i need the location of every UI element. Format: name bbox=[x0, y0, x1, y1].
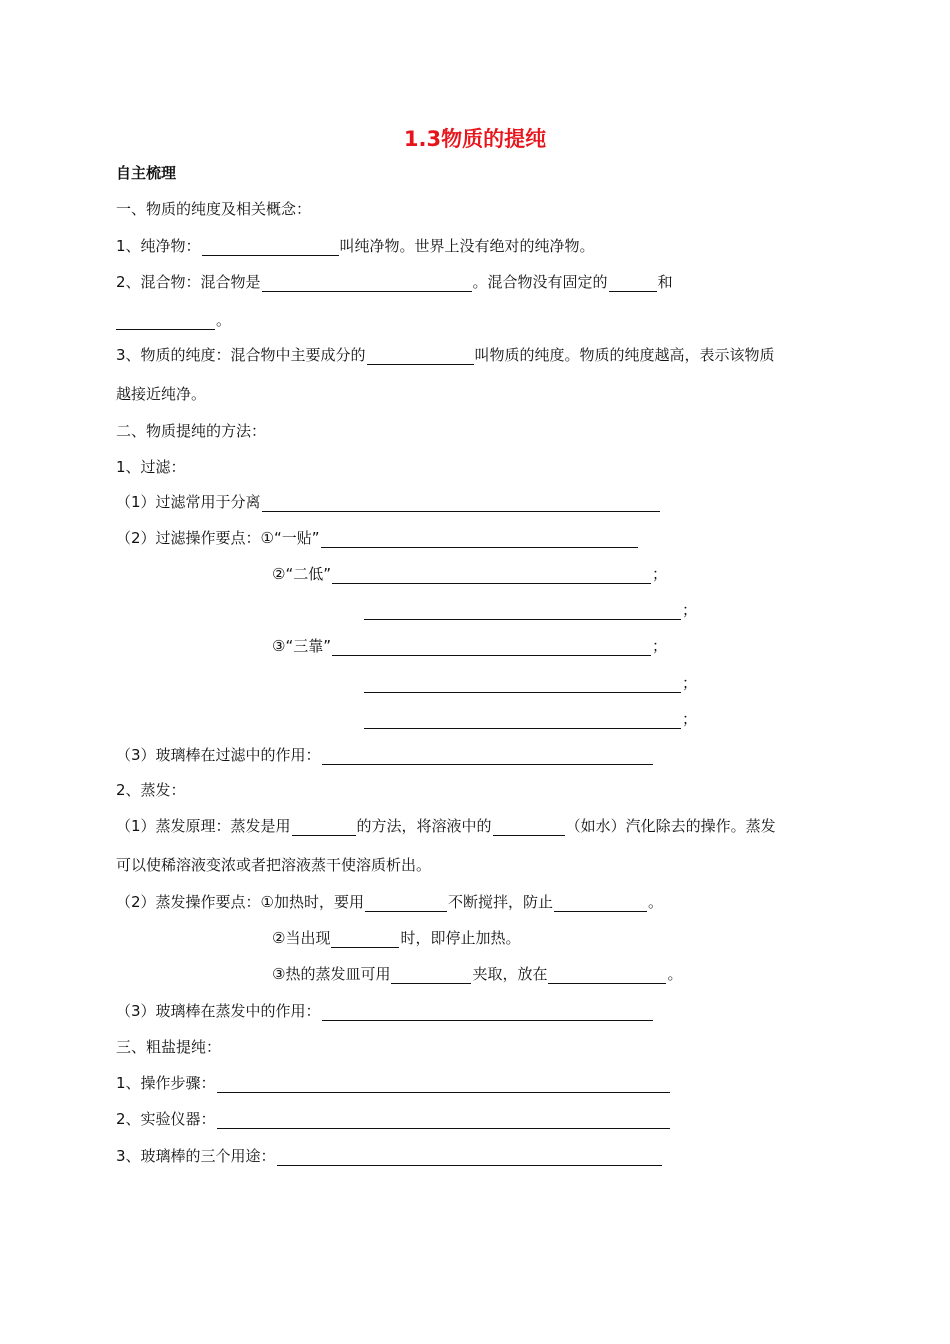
blank-field[interactable] bbox=[277, 1148, 662, 1166]
text: ； bbox=[682, 601, 698, 619]
blank-field[interactable] bbox=[367, 347, 474, 365]
blank-field[interactable] bbox=[292, 818, 356, 836]
text: （如水）汽化除去的操作。蒸发 bbox=[565, 817, 776, 835]
text: ②“二低” bbox=[272, 565, 331, 583]
filter-p2-b-cont bbox=[364, 600, 697, 620]
text: 3、物质的纯度：混合物中主要成分的 bbox=[116, 346, 366, 364]
text: 不断搅拌，防止 bbox=[448, 893, 554, 911]
evap-p1 bbox=[116, 816, 776, 836]
filter-p3 bbox=[116, 745, 654, 765]
text: ； bbox=[682, 710, 698, 728]
blank-field[interactable] bbox=[364, 602, 681, 620]
text: 的方法，将溶液中的 bbox=[356, 817, 492, 835]
blank-field[interactable] bbox=[554, 894, 647, 912]
text: （2）蒸发操作要点：①加热时，要用 bbox=[116, 893, 364, 911]
blank-field[interactable] bbox=[332, 638, 651, 656]
blank-field[interactable] bbox=[322, 747, 653, 765]
text: （3）玻璃棒在过滤中的作用： bbox=[116, 746, 321, 764]
filter-heading: 1、过滤： bbox=[116, 458, 186, 476]
filter-p2-c-cont-1 bbox=[364, 673, 697, 693]
text: （1）过滤常用于分离 bbox=[116, 493, 261, 511]
page-title: 1.3物质的提纯 bbox=[403, 127, 547, 151]
text: 夹取，放在 bbox=[472, 965, 548, 983]
blank-field[interactable] bbox=[217, 1111, 670, 1129]
s3-heading: 三、粗盐提纯： bbox=[116, 1038, 222, 1056]
text: 和 bbox=[657, 273, 673, 291]
evap-p1-cont: 可以使稀溶液变浓或者把溶液蒸干使溶质析出。 bbox=[116, 856, 432, 874]
text: 。混合物没有固定的 bbox=[472, 273, 608, 291]
text: 1、操作步骤： bbox=[116, 1074, 216, 1092]
s1-line-3 bbox=[116, 345, 775, 365]
blank-field[interactable] bbox=[331, 930, 399, 948]
blank-field[interactable] bbox=[493, 818, 565, 836]
s1-line-2-cont bbox=[116, 310, 231, 330]
blank-field[interactable] bbox=[116, 312, 215, 330]
blank-field[interactable] bbox=[364, 675, 681, 693]
s1-line-2 bbox=[116, 272, 673, 292]
blank-field[interactable] bbox=[262, 274, 472, 292]
text: （1）蒸发原理：蒸发是用 bbox=[116, 817, 291, 835]
s1-line-1 bbox=[116, 236, 595, 256]
filter-p1 bbox=[116, 492, 661, 512]
filter-p2-c bbox=[272, 636, 667, 656]
blank-field[interactable] bbox=[365, 894, 447, 912]
evap-heading: 2、蒸发： bbox=[116, 781, 186, 799]
text: ③热的蒸发皿可用 bbox=[272, 965, 391, 983]
s3-line-3 bbox=[116, 1146, 663, 1166]
text: （3）玻璃棒在蒸发中的作用： bbox=[116, 1002, 321, 1020]
text: 时，即停止加热。 bbox=[400, 929, 521, 947]
s3-line-2 bbox=[116, 1109, 671, 1129]
filter-p2-c-cont-2 bbox=[364, 709, 697, 729]
evap-p2-c bbox=[272, 964, 682, 984]
text: ； bbox=[652, 637, 668, 655]
text: ③“三靠” bbox=[272, 637, 331, 655]
s1-line-3-cont: 越接近纯净。 bbox=[116, 385, 207, 403]
text: 。 bbox=[216, 311, 232, 329]
filter-p2 bbox=[116, 528, 639, 548]
text: ； bbox=[682, 674, 698, 692]
text: 1、纯净物： bbox=[116, 237, 201, 255]
blank-field[interactable] bbox=[217, 1075, 670, 1093]
section-heading: 自主梳理 bbox=[116, 164, 177, 182]
evap-p2 bbox=[116, 892, 663, 912]
blank-field[interactable] bbox=[321, 530, 638, 548]
filter-p2-b bbox=[272, 564, 667, 584]
evap-p2-b bbox=[272, 928, 520, 948]
blank-field[interactable] bbox=[364, 711, 681, 729]
text: 3、玻璃棒的三个用途： bbox=[116, 1147, 276, 1165]
text: （2）过滤操作要点：①“一贴” bbox=[116, 529, 320, 547]
blank-field[interactable] bbox=[548, 966, 666, 984]
s1-heading: 一、物质的纯度及相关概念： bbox=[116, 200, 312, 218]
text: 。 bbox=[648, 893, 664, 911]
blank-field[interactable] bbox=[262, 494, 660, 512]
s2-heading: 二、物质提纯的方法： bbox=[116, 422, 267, 440]
evap-p3 bbox=[116, 1001, 654, 1021]
blank-field[interactable] bbox=[332, 566, 651, 584]
blank-field[interactable] bbox=[202, 238, 339, 256]
blank-field[interactable] bbox=[391, 966, 471, 984]
text: 2、混合物：混合物是 bbox=[116, 273, 261, 291]
text: 叫纯净物。世界上没有绝对的纯净物。 bbox=[339, 237, 595, 255]
text: 叫物质的纯度。物质的纯度越高，表示该物质 bbox=[474, 346, 775, 364]
text: ②当出现 bbox=[272, 929, 331, 947]
text: ； bbox=[652, 565, 668, 583]
blank-field[interactable] bbox=[322, 1003, 653, 1021]
blank-field[interactable] bbox=[609, 274, 657, 292]
text: 。 bbox=[667, 965, 683, 983]
s3-line-1 bbox=[116, 1073, 671, 1093]
text: 2、实验仪器： bbox=[116, 1110, 216, 1128]
